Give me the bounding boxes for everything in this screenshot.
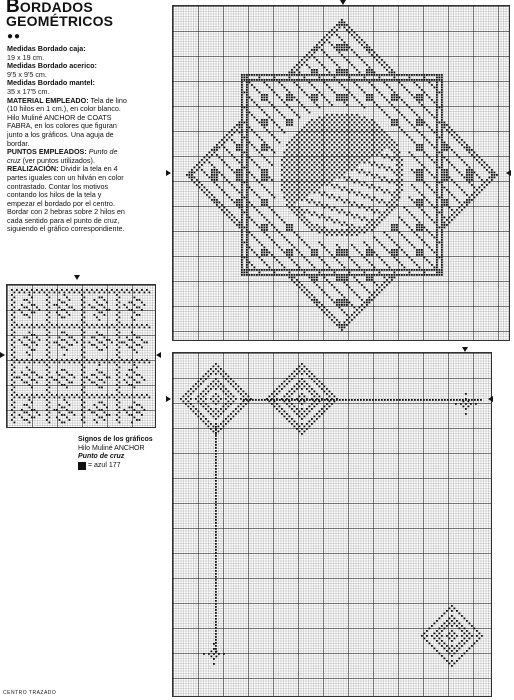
page-title: [6, 0, 113, 28]
acerico-label: Medidas Bordado acerico:: [7, 61, 97, 71]
legend-thread: Hilo Muliné ANCHOR: [78, 444, 145, 452]
small-chart-arrow-left: [0, 352, 5, 358]
puntos-label: PUNTOS EMPLEADOS:: [7, 147, 87, 157]
bottom-chart-arrow-top: [462, 347, 468, 352]
realizacion-text: Dividir la tela en 4 partes iguales con un hilván en color contrastado. Contar los motivos contando los hilos de la tela y empezar el bordado por el centro. Bordar con 2 hebras sobre 2 hilos en cada sentido para el punto de cruz, siguiendo el gráfico correspondiente.: [7, 164, 125, 234]
small-chart-arrow-top: [74, 275, 80, 280]
bottom-chart-arrow-left: [166, 396, 171, 402]
top-chart-arrow-left: [166, 170, 171, 176]
title-initial: B: [6, 0, 20, 17]
mantel-label: Medidas Bordado mantel:: [7, 78, 95, 88]
small-chart-arrow-right: [156, 352, 161, 358]
legend-stitch: Punto de cruz: [78, 453, 125, 460]
star-pattern-chart: [172, 5, 510, 341]
bottom-chart-arrow-right: [488, 396, 493, 402]
stitch-pattern: [173, 353, 491, 696]
top-chart-arrow-top: [340, 0, 346, 5]
puntos-paragraph: [7, 148, 127, 165]
footer-credit: CENTRO TRAZADO: [3, 690, 57, 696]
material-label: MATERIAL EMPLEADO:: [7, 95, 89, 105]
realizacion-label: REALIZACIÓN:: [7, 164, 59, 174]
stitch-pattern: [7, 285, 155, 427]
border-pattern-chart: [172, 352, 492, 697]
info-panel: [7, 45, 127, 234]
small-pattern-chart: [6, 284, 156, 428]
material-text: Tela de lino (10 hilos en 1 cm.), en color blanco. Hilo Muliné ANCHOR de COATS FABRA, en los colores que figuran junto a los gráficos. Una aguja de bordar.: [7, 95, 127, 148]
title-bullets: ●●: [7, 31, 22, 42]
title-line1: ORDADOS: [19, 0, 93, 15]
stitch-pattern: [173, 6, 509, 340]
puntos-text: (ver puntos utilizados).: [20, 155, 95, 165]
caja-value: 19 x 19 cm.: [7, 52, 45, 62]
material-paragraph: [7, 97, 127, 149]
title-line2: GEOMÉTRICOS: [6, 13, 114, 29]
legend-title: Signos de los gráficos: [78, 436, 153, 443]
legend-item-text: = azul 177: [88, 462, 121, 470]
puntos-stitch: Punto de cruz: [7, 147, 118, 165]
caja-label: Medidas Bordado caja:: [7, 44, 86, 53]
legend-swatch-icon: [78, 462, 86, 470]
top-chart-arrow-right: [506, 170, 511, 176]
realizacion-paragraph: [7, 165, 127, 234]
mantel-value: 35 x 17'5 cm.: [7, 86, 50, 96]
chart-legend: [78, 436, 178, 471]
acerico-value: 9'5 x 9'5 cm.: [7, 69, 47, 79]
legend-item: [78, 462, 121, 469]
